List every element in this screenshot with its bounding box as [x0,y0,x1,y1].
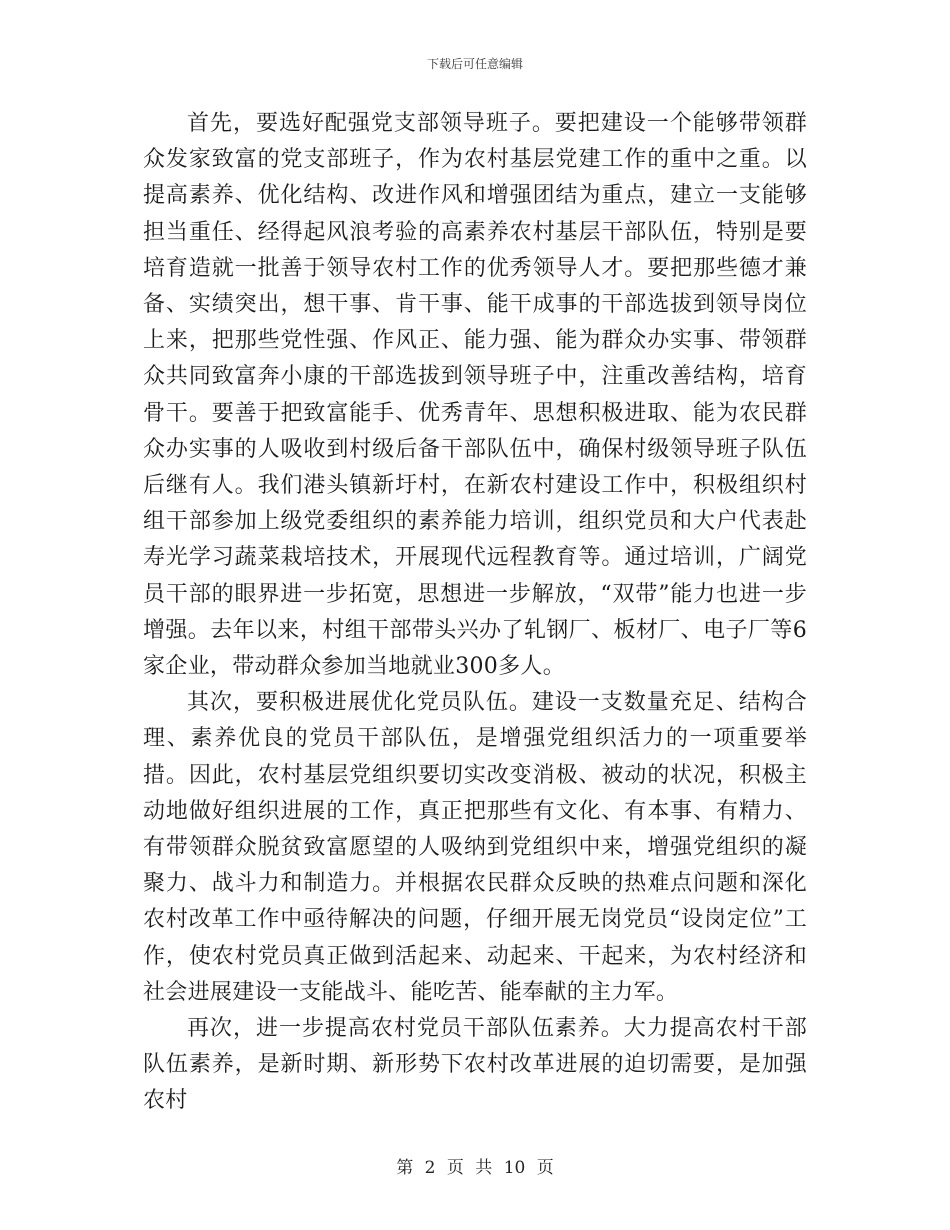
page-number-footer: 第 2 页 共 10 页 [396,1158,554,1178]
document-body [143,106,807,1120]
page-header: 下载后可任意编辑 [426,57,523,71]
paragraph-2: 其次，要积极进展优化党员队伍。建设一支数量充足、结构合理、素养优良的党员干部队伍，是增强党组织活力的一项重要举措。因此，农村基层党组织要切实改变消极、被动的状况，积极主动地做好组织进展的工作，真正把那些有文化、有本事、有精力、有带领群众脱贫致富愿望的人吸纳到党组织中来，增强党组织的凝聚力、战斗力和制造力。并根据农民群众反映的热难点问题和深化农村改革工作中亟待解决的问题，仔细开展无岗党员“设岗定位”工作，使农村党员真正做到活起来、动起来、干起来，为农村经济和社会进展建设一支能战斗、能吃苦、能奉献的主力军。 [143,690,807,1005]
paragraph-1: 首先，要选好配强党支部领导班子。要把建设一个能够带领群众发家致富的党支部班子，作为农村基层党建工作的重中之重。以提高素养、优化结构、改进作风和增强团结为重点，建立一支能够担当重任、经得起风浪考验的高素养农村基层干部队伍，特别是要培育造就一批善于领导农村工作的优秀领导人才。要把那些德才兼备、实绩突出，想干事、肯干事、能干成事的干部选拔到领导岗位上来，把那些党性强、作风正、能力强、能为群众办实事、带领群众共同致富奔小康的干部选拔到领导班子中，注重改善结构，培育骨干。要善于把致富能手、优秀青年、思想积极进取、能为农民群众办实事的人吸收到村级后备干部队伍中，确保村级领导班子队伍后继有人。我们港头镇新圩村，在新农村建设工作中，积极组织村组干部参加上级党委组织的素养能力培训，组织党员和大户代表赴寿光学习蔬菜栽培技术，开展现代远程教育等。通过培训，广阔党员干部的眼界进一步拓宽，思想进一步解放，“双带”能力也进一步增强。去年以来，村组干部带头兴办了轧钢厂、板材厂、电子厂等6家企业，带动群众参加当地就业300多人。 [143,111,807,680]
paragraph-3: 再次，进一步提高农村党员干部队伍素养。大力提高农村干部队伍素养，是新时期、新形势下农村改革进展的迫切需要，是加强农村 [143,1016,807,1114]
